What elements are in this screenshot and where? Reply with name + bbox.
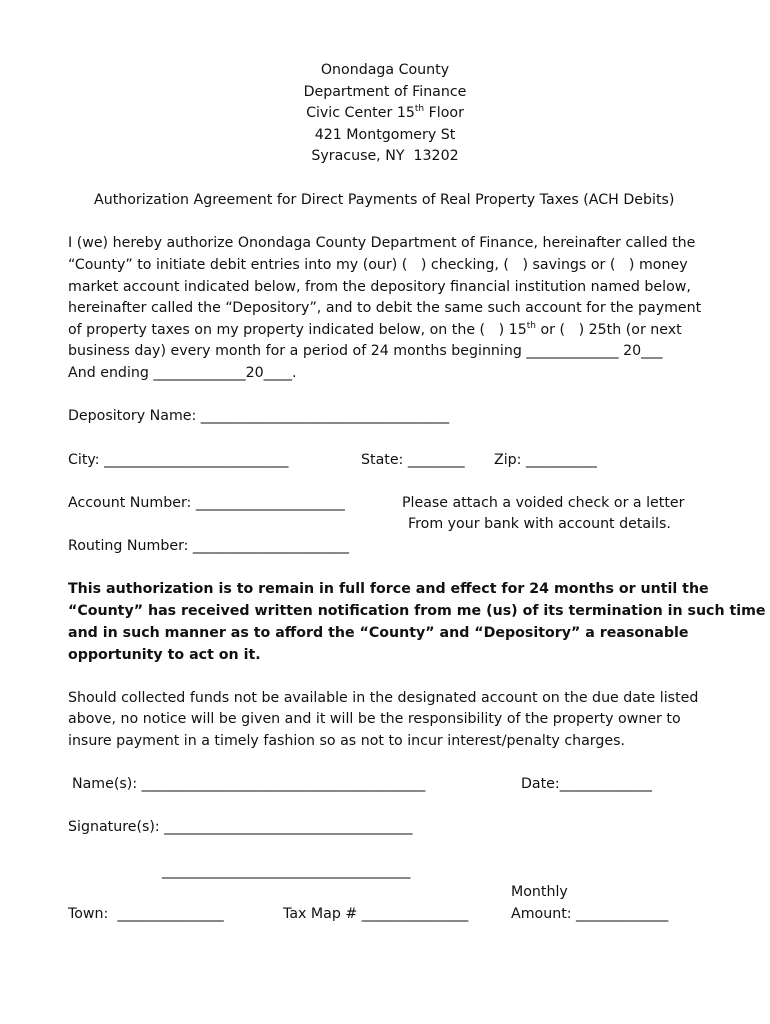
depository-name-field[interactable]: Depository Name: ___________________________________	[68, 408, 450, 424]
amount-field[interactable]: Amount: _____________	[511, 906, 669, 922]
account-number-field[interactable]: Account Number: _____________________	[68, 495, 345, 511]
full-force-line-1: This authorization is to remain in full force and effect for 24 months or until the	[68, 581, 709, 597]
header-street: 421 Montgomery St	[314, 127, 456, 143]
document-title: Authorization Agreement for Direct Payments of Real Property Taxes (ACH Debits)	[94, 192, 675, 208]
auth-line-2: “County” to initiate debit entries into my (our) ( ) checking, ( ) savings or ( ) money	[68, 257, 688, 273]
state-field[interactable]: State: ________	[361, 452, 465, 468]
date-field[interactable]: Date:_____________	[521, 776, 652, 792]
full-force-line-2: “County” has received written notification from me (us) of its termination in such time	[68, 603, 766, 619]
floor-superscript: th	[414, 104, 425, 114]
tax-map-field[interactable]: Tax Map # _______________	[283, 906, 469, 922]
auth-line-5-text: of property taxes on my property indicated below, on the ( ) 15	[68, 322, 527, 338]
zip-field[interactable]: Zip: __________	[494, 452, 597, 468]
funds-line-1: Should collected funds not be available in the designated account on the due date listed	[68, 690, 699, 706]
floor-text-end: Floor	[424, 105, 464, 121]
full-force-line-3: and in such manner as to afford the “County” and “Depository” a reasonable	[68, 625, 689, 641]
auth-line-4: hereinafter called the “Depository”, and to debit the same such account for the payment	[68, 300, 702, 316]
full-force-line-4: opportunity to act on it.	[68, 647, 261, 663]
auth-line-3: market account indicated below, from the depository financial institution named below,	[68, 279, 691, 295]
funds-line-2: above, no notice will be given and it will be the responsibility of the property owner to	[68, 711, 681, 727]
attach-note-line-2: From your bank with account details.	[408, 516, 671, 532]
auth-line-5	[68, 321, 682, 339]
floor-text: Civic Center 15	[306, 105, 415, 121]
funds-line-3: insure payment in a timely fashion so as not to incur interest/penalty charges.	[68, 733, 626, 749]
attach-note-line-1: Please attach a voided check or a letter	[402, 495, 685, 511]
auth-line-5-superscript: th	[526, 321, 536, 331]
header-department: Department of Finance	[303, 84, 467, 100]
second-signature-line[interactable]: ___________________________________	[162, 863, 411, 879]
monthly-label: Monthly	[511, 884, 568, 900]
auth-line-7: And ending _____________20____.	[68, 365, 297, 381]
town-field[interactable]: Town: _______________	[68, 906, 224, 922]
header-city: Syracuse, NY 13202	[311, 148, 459, 164]
auth-line-6: business day) every month for a period of 24 months beginning _____________ 20___	[68, 343, 663, 359]
auth-line-5-text-end: or ( ) 25th (or next	[535, 322, 682, 338]
header-county: Onondaga County	[320, 62, 450, 78]
names-field[interactable]: Name(s): ________________________________________	[72, 776, 426, 792]
routing-number-field[interactable]: Routing Number: ______________________	[68, 538, 349, 554]
auth-line-1: I (we) hereby authorize Onondaga County Department of Finance, hereinafter called the	[68, 235, 696, 251]
header-address-floor	[0, 104, 770, 122]
signatures-field[interactable]: Signature(s): ___________________________________	[68, 819, 413, 835]
city-field[interactable]: City: __________________________	[68, 452, 289, 468]
